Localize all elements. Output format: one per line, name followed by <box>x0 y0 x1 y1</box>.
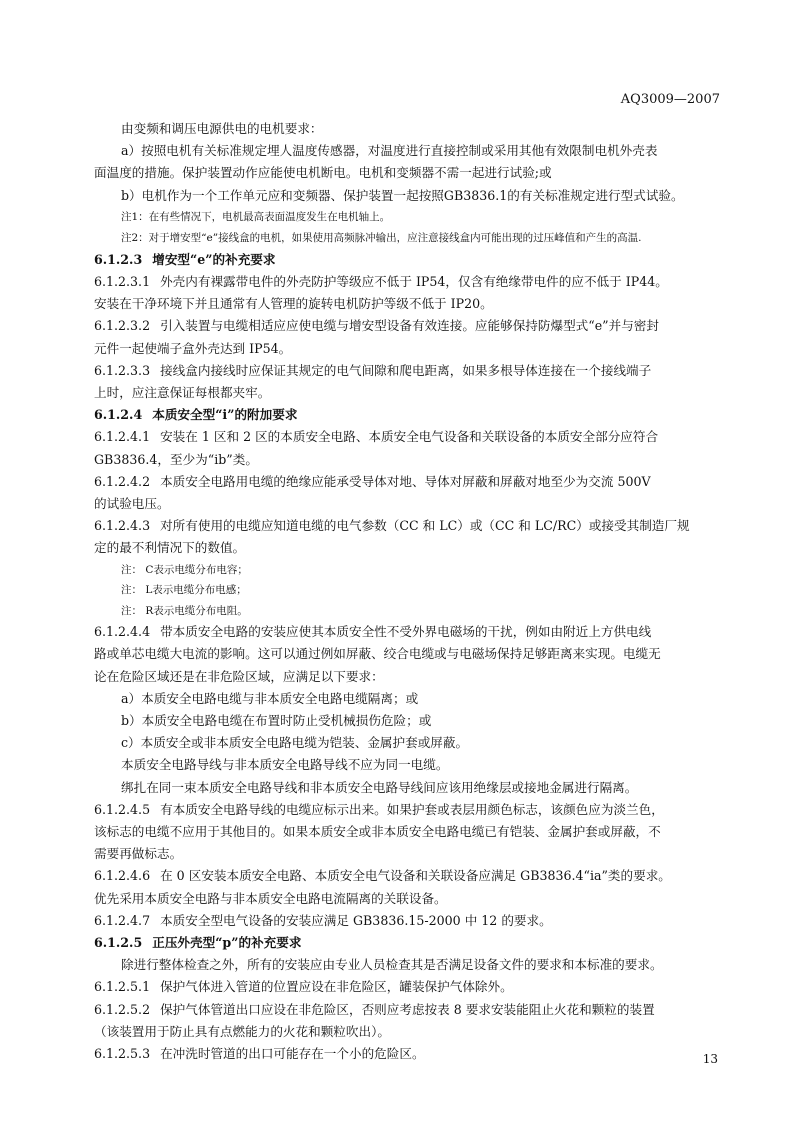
document-body <box>94 118 716 1065</box>
text-line <box>94 754 716 776</box>
line-text: 接线盒内接线时应保证其规定的电气间隙和爬电距离，如果多根导体连接在一个接线端子 <box>160 362 652 378</box>
clause-number: 6.1.2.3 <box>94 251 143 267</box>
text-line <box>94 537 716 559</box>
line-text: 论在危险区域还是在非危险区域，应满足以下要求： <box>94 668 384 684</box>
text-line <box>94 732 716 754</box>
text-line <box>94 471 716 493</box>
line-text: 本质安全型“i”的附加要求 <box>152 407 298 423</box>
line-text: 的试验电压。 <box>94 496 170 512</box>
page-number: 13 <box>702 1052 718 1066</box>
line-text: 注： R表示电缆分布电阻。 <box>121 604 248 617</box>
line-text: 本质安全电路导线与非本质安全电路导线不应为同一电缆。 <box>121 757 449 773</box>
line-text: 注2：对于增安型“e”接线盒的电机，如果使用高频脉冲输出，应注意接线盒内可能出现的过压峰值和产生的高温. <box>121 231 642 244</box>
clause-number: 6.1.2.4 <box>94 407 143 423</box>
text-line <box>94 293 716 315</box>
line-text: a）按照电机有关标准规定埋人温度传感器，对温度进行直接控制或采用其他有效限制电机外壳表 <box>121 143 658 159</box>
line-text: 注： L表示电缆分布电感； <box>121 584 247 597</box>
line-text: b）电机作为一个工作单元应和变频器、保护装置一起按照GB3836.1的有关标准规定进行型式试验。 <box>121 187 684 203</box>
text-line <box>94 382 716 404</box>
line-text: 该标志的电缆不应用于其他目的。如果本质安全或非本质安全电路电缆已有铠装、金属护套或屏蔽，不 <box>94 823 661 839</box>
text-line <box>94 910 716 932</box>
text-line <box>94 1021 716 1043</box>
text-line <box>94 777 716 799</box>
line-text: a）本质安全电路电缆与非本质安全电路电缆隔离；或 <box>121 690 419 706</box>
line-text: 本质安全电路用电缆的绝缘应能承受导体对地、导体对屏蔽和屏蔽对地至少为交流 500V <box>160 473 651 489</box>
note-line <box>94 228 716 249</box>
line-text: c）本质安全或非本质安全电路电缆为铠装、金属护套或屏蔽。 <box>121 735 469 751</box>
line-text: 引入装置与电缆相适应应使电缆与增安型设备有效连接。应能够保持防爆型式“e”并与密封 <box>160 318 659 334</box>
clause-number: 6.1.2.4.7 <box>94 912 151 928</box>
line-text: 安装在 1 区和 2 区的本质安全电路、本质安全电气设备和关联设备的本质安全部分应符合 <box>160 429 659 445</box>
line-text: 在冲洗时管道的出口可能存在一个小的危险区。 <box>160 1046 425 1062</box>
section-heading <box>94 404 716 426</box>
line-text: （该装置用于防止具有点燃能力的火花和颗粒吹出）。 <box>94 1023 390 1039</box>
line-text: 路或单芯电缆大电流的影响。这可以通过例如屏蔽、绞合电缆或与电磁场保持足够距离来实现。电缆无 <box>94 646 661 662</box>
text-line <box>94 666 716 688</box>
clause-number: 6.1.2.4.2 <box>94 473 151 489</box>
clause-number: 6.1.2.4.5 <box>94 801 151 817</box>
document-code: AQ3009—2007 <box>620 92 720 107</box>
line-text: 增安型“e”的补充要求 <box>152 251 276 267</box>
clause-number: 6.1.2.4.6 <box>94 868 151 884</box>
line-text: 在 0 区安装本质安全电路、本质安全电气设备和关联设备应满足 GB3836.4“ia”类的要求。 <box>160 868 671 884</box>
line-text: 优先采用本质安全电路与非本质安全电路电流隔离的关联设备。 <box>94 890 447 906</box>
line-text: 由变频和调压电源供电的电机要求： <box>121 121 323 136</box>
line-text: 安装在干净环境下并且通常有人管理的旋转电机防护等级不低于 IP20。 <box>94 296 493 312</box>
note-line <box>94 601 716 622</box>
line-text: 注： C表示电缆分布电容； <box>121 563 248 576</box>
line-text: b）本质安全电路电缆在布置时防止受机械损伤危险；或 <box>121 712 432 728</box>
line-text: 面温度的措施。保护装置动作应能使电机断电。电机和变频器不需一起进行试验;或 <box>94 165 552 181</box>
text-line <box>94 271 716 293</box>
text-line <box>94 185 716 207</box>
note-line <box>94 207 716 228</box>
clause-number: 6.1.2.3.2 <box>94 318 151 334</box>
line-text: 带本质安全电路的安装应使其本质安全性不受外界电磁场的干扰，例如由附近上方供电线 <box>160 624 652 640</box>
line-text: 需要再做标志。 <box>94 846 183 862</box>
text-line <box>94 338 716 360</box>
line-text: 有本质安全电路导线的电缆应标示出来。如果护套或表层用颜色标志，该颜色应为淡兰色， <box>160 801 664 817</box>
line-text: 除进行整体检查之外，所有的安装应由专业人员检查其是否满足设备文件的要求和本标准的要求。 <box>121 957 663 973</box>
clause-number: 6.1.2.5.1 <box>94 979 151 995</box>
line-text: 元件一起使端子盒外壳达到 IP54。 <box>94 340 292 356</box>
clause-number: 6.1.2.4.1 <box>94 429 151 445</box>
text-line <box>94 493 716 515</box>
note-line <box>94 560 716 581</box>
line-text: 保护气体进入管道的位置应设在非危险区，罐装保护气体除外。 <box>160 979 513 995</box>
text-line <box>94 360 716 382</box>
text-line <box>94 843 716 865</box>
text-line <box>94 799 716 821</box>
text-line <box>94 888 716 910</box>
line-text: 对所有使用的电缆应知道电缆的电气参数（CC 和 LC）或（CC 和 LC/RC）或接受其制造厂规 <box>160 518 690 534</box>
clause-number: 6.1.2.5.2 <box>94 1001 151 1017</box>
line-text: 注1：在有些情况下，电机最高表面温度发生在电机轴上。 <box>121 210 391 223</box>
text-line <box>94 643 716 665</box>
text-line <box>94 954 716 976</box>
line-text: 外壳内有裸露带电件的外壳防护等级应不低于 IP54，仅含有绝缘带电件的应不低于 IP44。 <box>160 274 668 290</box>
clause-number: 6.1.2.4.3 <box>94 518 151 534</box>
section-heading <box>94 249 716 271</box>
text-line <box>94 140 716 162</box>
section-heading <box>94 932 716 954</box>
line-text: 定的最不利情况下的数值。 <box>94 540 246 556</box>
clause-number: 6.1.2.3.1 <box>94 274 151 290</box>
line-text: 保护气体管道出口应设在非危险区，否则应考虑按表 8 要求安装能阻止火花和颗粒的装置 <box>160 1001 655 1017</box>
line-text: 本质安全型电气设备的安装应满足 GB3836.15-2000 中 12 的要求。 <box>160 912 552 928</box>
text-line <box>94 710 716 732</box>
note-line <box>94 580 716 601</box>
line-text: GB3836.4，至少为“ib”类。 <box>94 451 258 467</box>
line-text: 正压外壳型“p”的补充要求 <box>152 935 302 950</box>
text-line <box>94 118 716 140</box>
clause-number: 6.1.2.3.3 <box>94 362 151 378</box>
clause-number: 6.1.2.5.3 <box>94 1046 151 1062</box>
clause-number: 6.1.2.5 <box>94 935 143 950</box>
clause-number: 6.1.2.4.4 <box>94 624 151 640</box>
text-line <box>94 162 716 184</box>
line-text: 绑扎在同一束本质安全电路导线和非本质安全电路导线间应该用绝缘层或接地金属进行隔离。 <box>121 779 638 795</box>
text-line <box>94 1043 716 1065</box>
text-line <box>94 449 716 471</box>
line-text: 上时，应注意保证每根都夹牢。 <box>94 385 271 401</box>
text-line <box>94 426 716 448</box>
text-line <box>94 515 716 537</box>
text-line <box>94 976 716 998</box>
text-line <box>94 315 716 337</box>
text-line <box>94 865 716 887</box>
text-line <box>94 821 716 843</box>
text-line <box>94 999 716 1021</box>
text-line <box>94 621 716 643</box>
text-line <box>94 688 716 710</box>
